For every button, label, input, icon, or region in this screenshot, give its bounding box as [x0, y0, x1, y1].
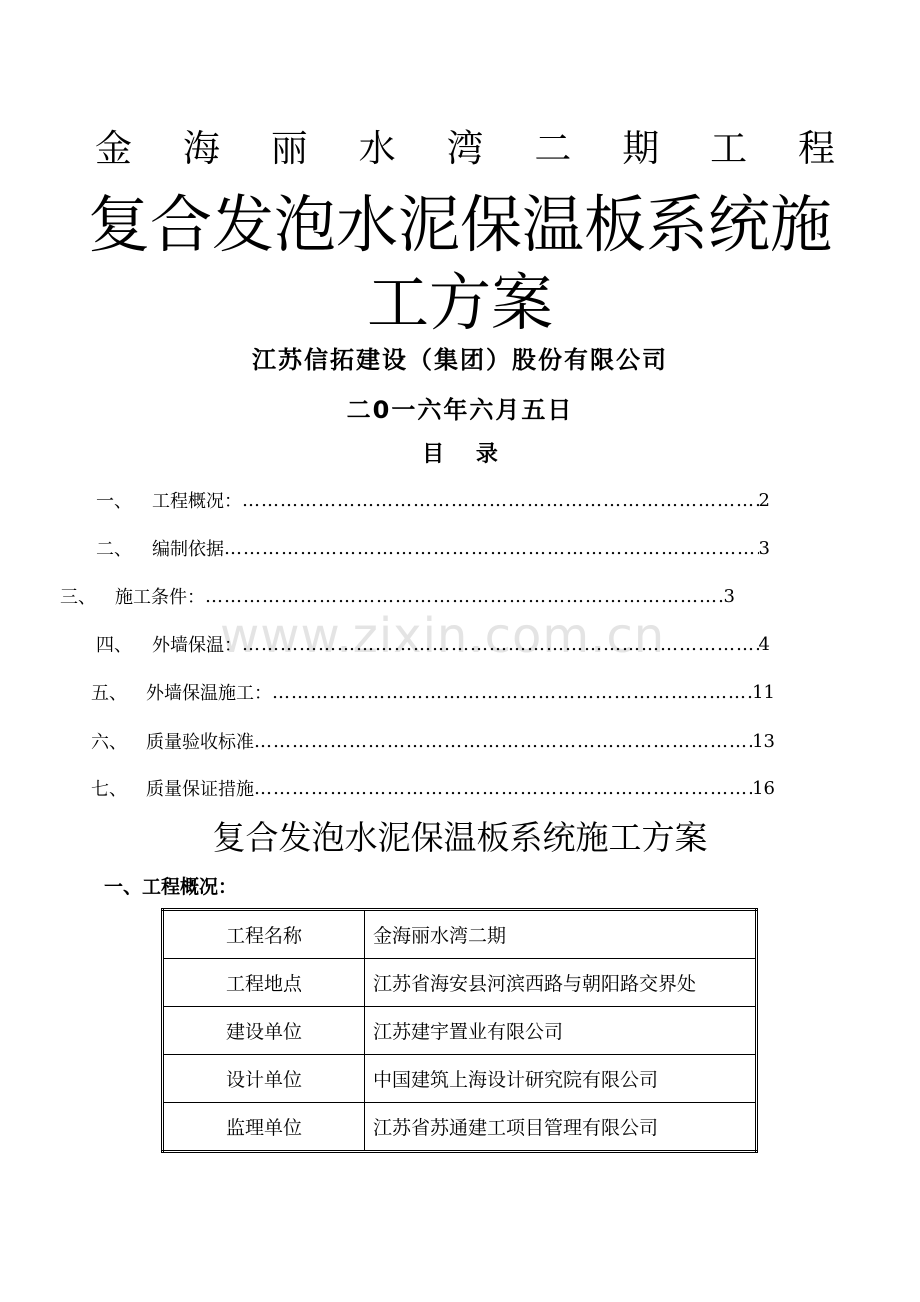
project-name-char: 二	[534, 127, 572, 170]
toc-entry-text: 外墙保温施工：	[146, 683, 272, 704]
project-name-char: 湾	[446, 127, 484, 170]
company-name: 江苏信拓建设（集团）股份有限公司	[252, 346, 668, 374]
toc-entry[interactable]	[96, 486, 770, 514]
table-cell-value: 江苏省苏通建工项目管理有限公司	[365, 1103, 757, 1152]
toc-leader-dots	[272, 682, 752, 703]
project-name	[95, 118, 835, 172]
toc-entry-text: 质量保证措施	[146, 779, 254, 800]
project-name-char: 水	[358, 127, 396, 170]
table-cell-value: 金海丽水湾二期	[365, 910, 757, 959]
project-name-char: 工	[710, 127, 748, 170]
toc-leader-dots	[254, 731, 752, 752]
toc-entry-number: 一、	[96, 491, 132, 512]
table-cell-value: 中国建筑上海设计研究院有限公司	[365, 1055, 757, 1103]
table-cell-key: 设计单位	[163, 1055, 365, 1103]
section-title: 复合发泡水泥保温板系统施工方案	[212, 818, 708, 857]
project-info-table	[161, 908, 758, 1153]
table-row	[163, 1055, 757, 1103]
toc-entry-number: 二、	[96, 539, 132, 560]
document-title-line2: 工方案	[366, 266, 553, 339]
toc-entry-text: 施工条件：	[115, 587, 205, 608]
toc-leader-dots	[205, 586, 724, 607]
toc-entry[interactable]	[60, 582, 735, 610]
toc-entry[interactable]	[91, 774, 775, 802]
table-cell-key: 工程名称	[163, 910, 365, 959]
document-date: 二0一六年六月五日	[346, 396, 574, 424]
project-name-char: 海	[182, 127, 220, 170]
toc-entry-page: 3	[723, 585, 735, 607]
toc-entry-page: 16	[752, 777, 775, 799]
toc-leader-dots	[242, 634, 759, 655]
toc-heading: 目 录	[422, 442, 498, 467]
toc-entry-number: 四、	[96, 635, 132, 656]
toc-entry-page: 3	[758, 537, 770, 559]
table-cell-key: 建设单位	[163, 1007, 365, 1055]
toc-entry[interactable]	[96, 534, 770, 562]
toc-entry-page: 4	[758, 633, 770, 655]
toc-leader-dots	[254, 778, 752, 799]
project-name-char: 程	[798, 127, 835, 170]
toc-entry-text: 外墙保温：	[152, 635, 242, 656]
project-name-char: 丽	[270, 127, 308, 170]
project-name-char: 期	[622, 127, 660, 170]
table-row	[163, 1007, 757, 1055]
toc-entry-page: 11	[752, 681, 775, 703]
table-cell-key: 监理单位	[163, 1103, 365, 1152]
toc-entry-page: 2	[758, 489, 770, 511]
toc-leader-dots	[224, 538, 759, 559]
section-heading: 一、工程概况：	[104, 876, 238, 898]
toc-entry-page: 13	[752, 730, 775, 752]
toc-entry-number: 七、	[91, 779, 127, 800]
table-row	[163, 959, 757, 1007]
project-name-char: 金	[95, 127, 132, 170]
table-row	[163, 1103, 757, 1152]
table-row	[163, 910, 757, 959]
toc-entry[interactable]	[91, 727, 775, 755]
toc-entry-number: 五、	[91, 683, 127, 704]
toc-entry[interactable]	[96, 630, 770, 658]
table-cell-key: 工程地点	[163, 959, 365, 1007]
table-cell-value: 江苏省海安县河滨西路与朝阳路交界处	[365, 959, 757, 1007]
toc-entry-number: 三、	[60, 587, 96, 608]
toc-entry-text: 编制依据	[152, 539, 224, 560]
toc-entry-number: 六、	[91, 732, 127, 753]
toc-entry-text: 工程概况：	[152, 491, 242, 512]
toc-leader-dots	[242, 490, 759, 511]
watermark: www.zixin.com.cn	[220, 608, 666, 664]
toc-entry-text: 质量验收标准	[146, 732, 254, 753]
toc-entry[interactable]	[91, 678, 775, 706]
document-title-line1: 复合发泡水泥保温板系统施	[87, 188, 832, 261]
table-cell-value: 江苏建宇置业有限公司	[365, 1007, 757, 1055]
